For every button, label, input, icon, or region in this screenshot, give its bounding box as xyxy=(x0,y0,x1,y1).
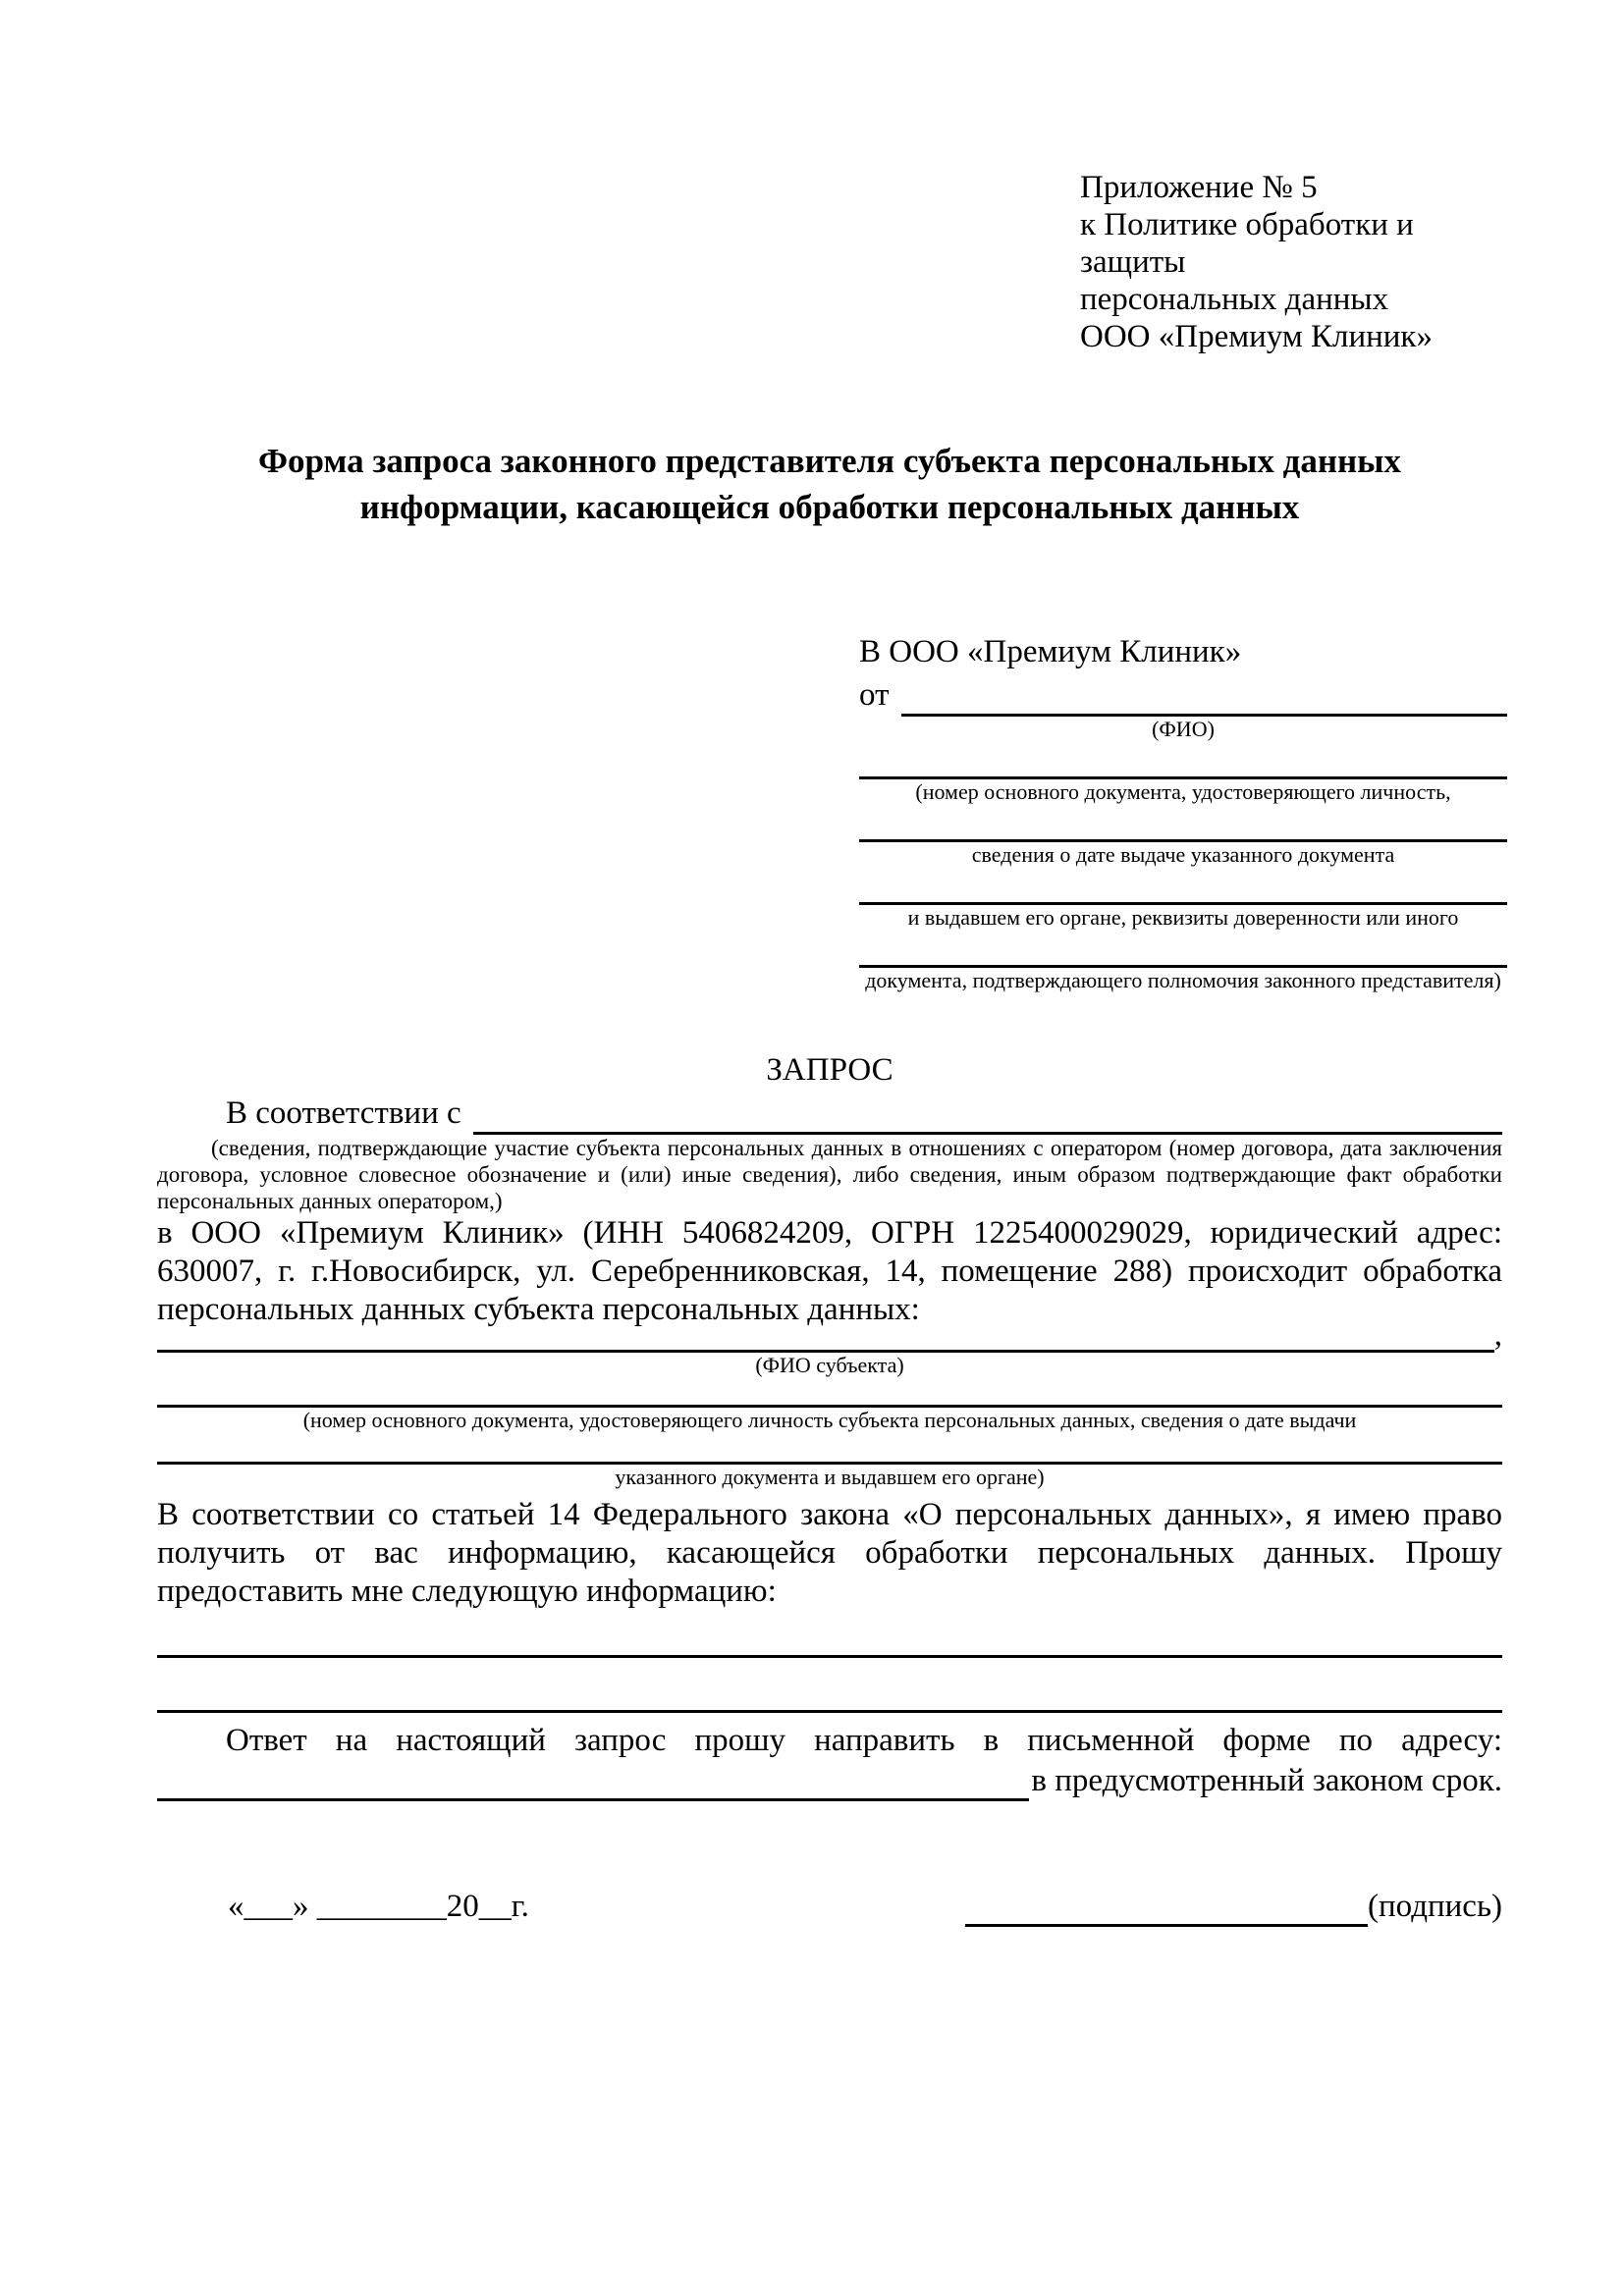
footer-row xyxy=(157,1886,1502,1927)
from-label: от xyxy=(859,677,890,713)
answer-sentence: Ответ на настоящий запрос прошу направить в письменной форме по адресу: xyxy=(226,1723,1502,1758)
answer-suffix: в предусмотренный законом срок. xyxy=(1031,1763,1502,1798)
doc-info-caption: документа, подтверждающего полномочия законного представителя) xyxy=(865,968,1501,992)
date-line: «___» ________20__г. xyxy=(228,1889,529,1924)
signature-caption: (подпись) xyxy=(1368,1889,1502,1924)
appendix-note-line: Приложение № 5 xyxy=(1080,170,1318,205)
answer-address-line xyxy=(157,1760,1502,1801)
subject-doc-caption: указанного документа и выдавшем его органе) xyxy=(615,1465,1045,1489)
appendix-note-line: к Политике обработки и защиты xyxy=(1080,207,1414,280)
subject-comma: , xyxy=(1493,1317,1502,1353)
addressee-block xyxy=(859,630,1507,993)
signature-fill-line xyxy=(965,1924,1368,1927)
law-paragraph: В соответствии со статьей 14 Федерального закона «О персональных данных», я имею право получить от вас информацию, касающейся обработки персональных данных. Прошу предоставить мне следующую информацию: xyxy=(157,1497,1502,1609)
subject-fio-line xyxy=(157,1317,1502,1353)
doc-info-fill-line xyxy=(859,931,1507,968)
info-fill-line xyxy=(157,1617,1502,1658)
doc-info-caption: и выдавшем его органе, реквизиты доверенности или иного xyxy=(907,905,1459,930)
subject-doc-fill-line xyxy=(157,1378,1502,1408)
from-line xyxy=(859,673,1507,717)
signature-block xyxy=(965,1886,1502,1927)
info-fill-line xyxy=(157,1658,1502,1713)
doc-info-caption: сведения о дате выдаче указанного документа xyxy=(971,842,1395,867)
doc-info-caption: (номер основного документа, удостоверяющего личность, xyxy=(915,779,1451,804)
appendix-note-line: ООО «Премиум Клиник» xyxy=(1080,319,1433,354)
request-heading: ЗАПРОС xyxy=(766,1052,893,1088)
doc-info-fill-line xyxy=(859,742,1507,779)
subject-doc-fill-line xyxy=(157,1433,1502,1465)
page-content xyxy=(157,0,1502,1927)
answer-address-fill-line xyxy=(157,1798,1029,1801)
subject-doc-caption: (номер основного документа, удостоверяющего личность субъекта персональных данных, сведения о дате выдачи xyxy=(302,1408,1357,1432)
fio-caption: (ФИО) xyxy=(1152,717,1215,741)
operator-paragraph: в ООО «Премиум Клиник» (ИНН 5406824209, ОГРН 1225400029029, юридический адрес: 630007, г. г.Новосибирск, ул. Серебренниковская, 14, помещение 288) происходит обработка персональных данных субъекта персональных данных: xyxy=(157,1215,1502,1327)
subject-fio-caption: (ФИО субъекта) xyxy=(755,1353,904,1377)
accordance-caption: (сведения, подтверждающие участие субъекта персональных данных в отношениях с оператором (номер договора, дата заключения договора, условное словесное обозначение и (или) иные сведения), либо сведения, иным образом подтверждающие факт обработки персональных данных оператором,) xyxy=(157,1136,1502,1213)
doc-info-fill-line xyxy=(859,805,1507,842)
to-organization-line: В ООО «Премиум Клиник» xyxy=(859,634,1242,669)
accordance-line xyxy=(157,1092,1502,1135)
accordance-label: В соответствии с xyxy=(226,1095,461,1131)
appendix-note-line: персональных данных xyxy=(1080,282,1389,317)
appendix-note xyxy=(1080,169,1502,355)
doc-info-fill-line xyxy=(859,868,1507,905)
document-title: Форма запроса законного представителя субъекта персональных данных информации, касающейся обработки персональных данных xyxy=(258,442,1401,526)
